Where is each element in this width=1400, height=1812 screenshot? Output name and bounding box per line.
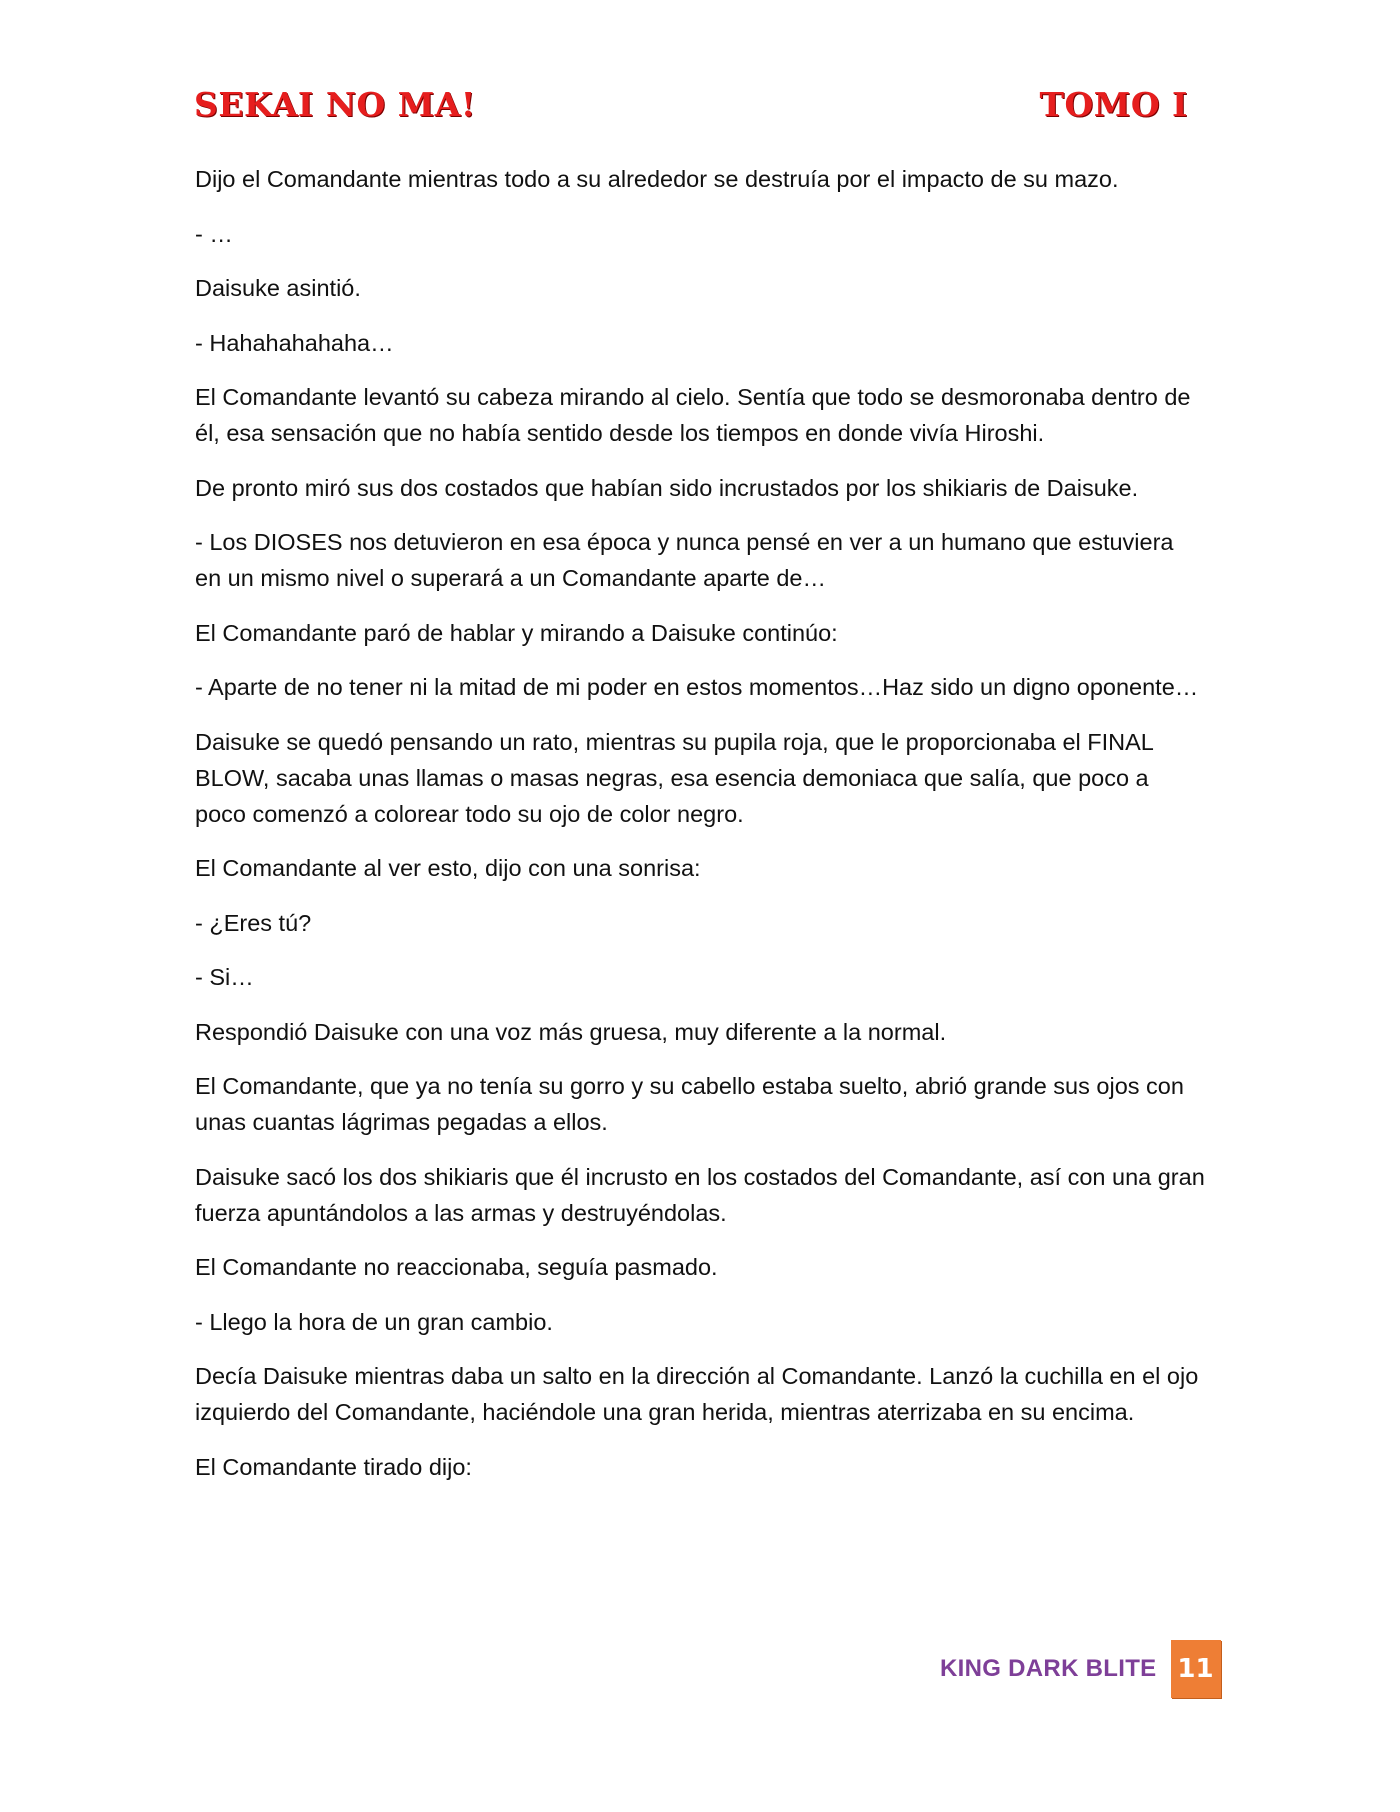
- paragraph: Daisuke se quedó pensando un rato, mientras su pupila roja, que le proporcionaba el FINAL BLOW, sacaba unas llamas o masas negras, esa esencia demoniaca que salía, que poco a poco comenzó a colorear todo su ojo de color negro.: [195, 728, 1154, 827]
- paragraph: El Comandante tirado dijo:: [195, 1453, 472, 1480]
- page-number-badge: [1171, 1640, 1221, 1698]
- book-title: SEKAI NO MA!: [194, 85, 476, 124]
- volume-label: TOMO I: [1039, 85, 1188, 124]
- page-header: [194, 85, 1188, 124]
- author-name: KING DARK BLITE: [940, 1655, 1157, 1682]
- paragraph: El Comandante no reaccionaba, seguía pasmado.: [195, 1254, 718, 1280]
- paragraph: Decía Daisuke mientras daba un salto en la dirección al Comandante. Lanzó la cuchilla en el ojo izquierdo del Comandante, haciéndole una gran herida, mientras aterrizaba en su encima.: [195, 1363, 1199, 1425]
- paragraph: - Hahahahahaha…: [195, 329, 394, 356]
- paragraph: Dijo el Comandante mientras todo a su alrededor se destruía por el impacto de su mazo.: [195, 166, 1119, 192]
- paragraph: - Los DIOSES nos detuvieron en esa época y nunca pensé en ver a un humano que estuviera en un mismo nivel o superará a un Comandante aparte de…: [195, 529, 1174, 591]
- page-number: 11: [1177, 1654, 1214, 1684]
- paragraph: - …: [195, 220, 233, 247]
- paragraph: El Comandante paró de hablar y mirando a Daisuke continúo:: [195, 619, 838, 646]
- paragraph: - Llego la hora de un gran cambio.: [195, 1308, 553, 1335]
- paragraph: Daisuke asintió.: [195, 275, 361, 301]
- paragraph: De pronto miró sus dos costados que habían sido incrustados por los shikiaris de Daisuke.: [195, 474, 1139, 501]
- paragraph: - Si…: [195, 964, 254, 990]
- paragraph: - ¿Eres tú?: [195, 909, 312, 936]
- paragraph: El Comandante al ver esto, dijo con una sonrisa:: [195, 855, 701, 881]
- paragraph: - Aparte de no tener ni la mitad de mi poder en estos momentos…Haz sido un digno oponente…: [195, 674, 1199, 700]
- paragraph: Daisuke sacó los dos shikiaris que él incrusto en los costados del Comandante, así con una gran fuerza apuntándolos a las armas y destruyéndolas.: [195, 1163, 1205, 1226]
- page-footer: [940, 1640, 1221, 1698]
- page-body: [195, 161, 1205, 1503]
- paragraph: Respondió Daisuke con una voz más gruesa, muy diferente a la normal.: [195, 1018, 947, 1045]
- paragraph: El Comandante, que ya no tenía su gorro y su cabello estaba suelto, abrió grande sus ojos con unas cuantas lágrimas pegadas a ellos.: [195, 1073, 1184, 1135]
- paragraph: El Comandante levantó su cabeza mirando al cielo. Sentía que todo se desmoronaba dentro de él, esa sensación que no había sentido desde los tiempos en donde vivía Hiroshi.: [195, 384, 1191, 446]
